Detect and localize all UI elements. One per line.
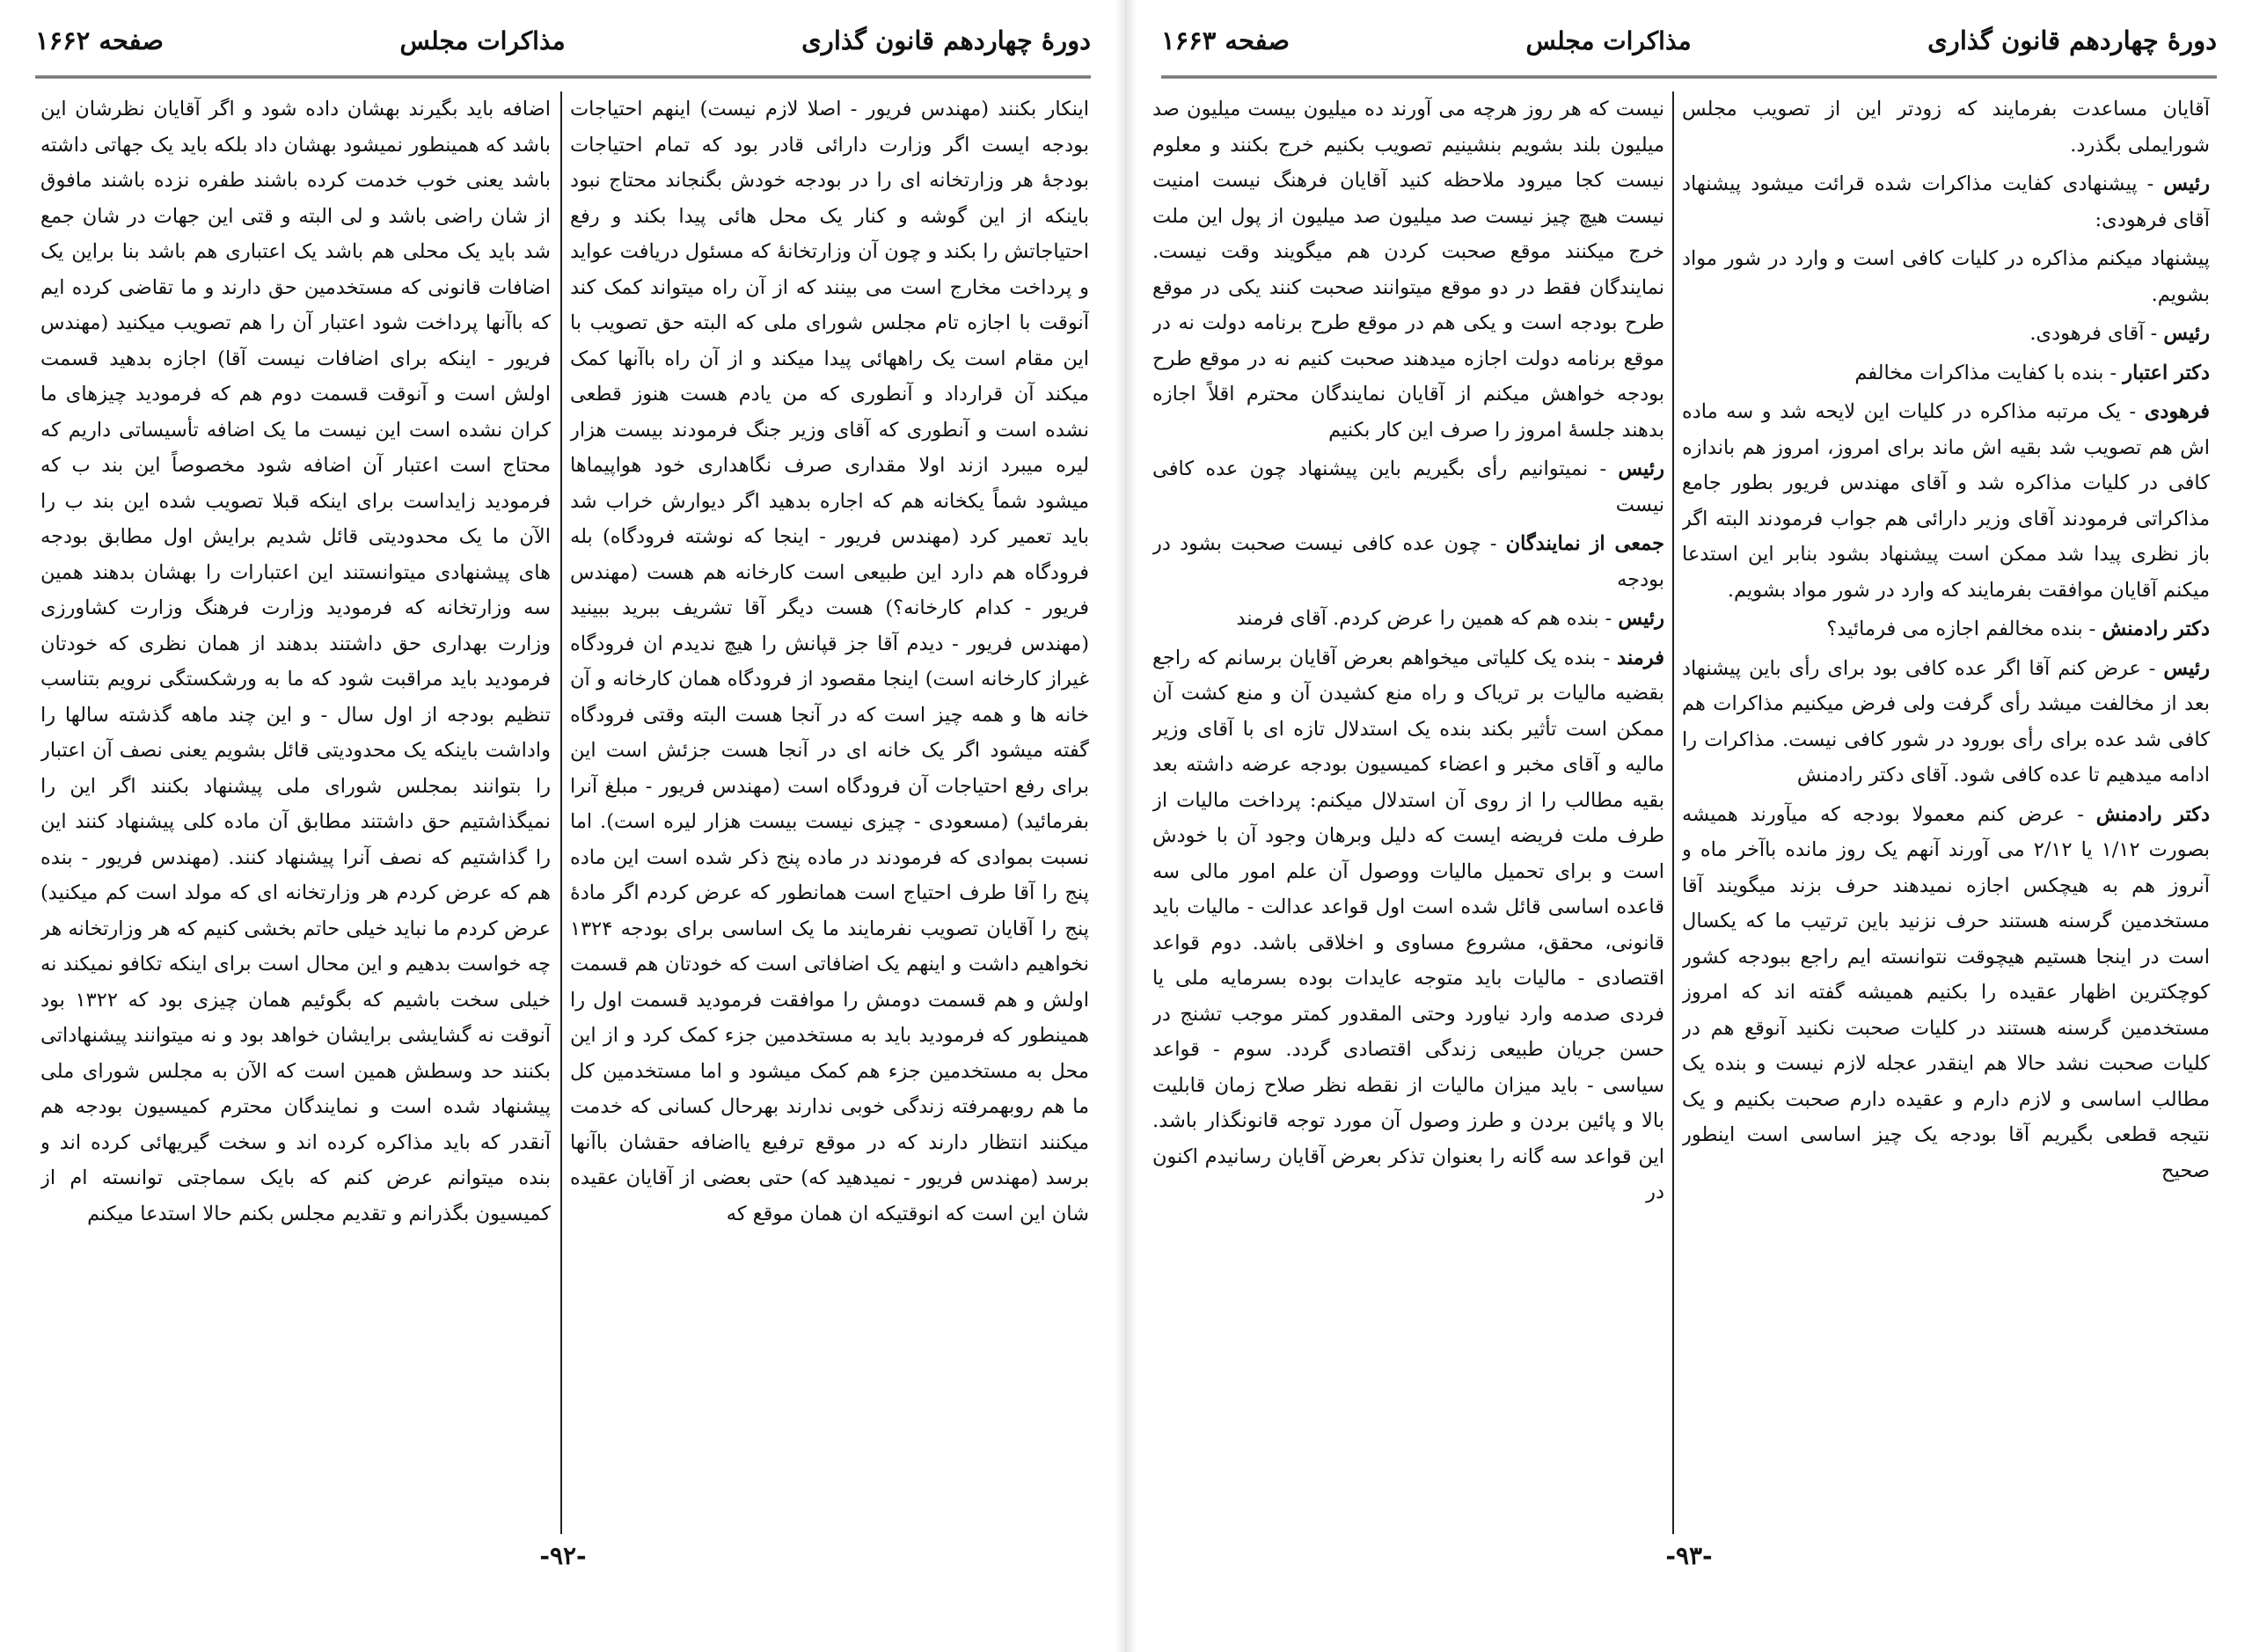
dash-separator: - [2120,400,2145,423]
speaker-name: فرمند [1617,646,1664,669]
speaker-name: جمعی از نمایندگان [1505,532,1664,555]
column-right [570,91,1089,1534]
dash-separator: - [1588,457,1619,480]
dash-separator: - [2082,618,2102,640]
dash-separator: - [2065,802,2096,826]
dash-separator: - [2103,361,2124,384]
page-folio: -۹۲- [539,1541,587,1570]
speaker-paragraph [1682,355,2210,391]
speech-text: نیست که هر روز هرچه می آورند ده میلیون بیست میلیون صد میلیون بلند بشویم بنشینیم تصویب بکنیم خرج بکنند و معلوم نیست کجا میرود ملاحظه کنید آقایان فرهنگ نیست امنیت نیست هیچ چیز نیست صد میلیون صد میلیون از پول این ملت خرج میکنند موقع صحبت کردن هم میگویند وقت نیست. نمایندگان فقط در دو موقع میتوانند صحبت کنند یکی در موقع طرح بودجه است و یکی هم در موقع طرح برنامه دولت نه در موقع برنامه دولت اجازه میدهند صحبت کنیم نه در موقع طرح بودجه خواهش میکنم از آقایان نمایندگان محترم اقلاً اجازه بدهند جلسهٔ امروز را صرف این کار بکنیم [1152,98,1664,442]
speech-text: نمیتوانیم رأی بگیریم باین پیشنهاد چون عده کافی نیست [1152,457,1664,516]
speaker-paragraph [1152,601,1664,637]
speaker-name: رئیس [2163,172,2210,195]
running-header [1161,12,2217,69]
speech-text: آقایان مساعدت بفرمایند که زودتر این از تصویب مجلس شورایملی بگذرد. [1682,98,2210,157]
speaker-name: رئیس [2163,656,2210,680]
speaker-paragraph [1682,611,2210,647]
page-number-header: صفحه ۱۶۶۲ [35,26,164,55]
dash-separator: - [1481,532,1506,555]
speaker-paragraph [1152,640,1664,1210]
paragraph [1682,91,2210,163]
speech-text: عرض کنم آقا اگر عده کافی بود برای رأی باین پیشنهاد بعد از مخالفت میشد رأی گرفت ولی فرض میکنیم مذاکرات هم کافی شد عده برای رأی بورود در شور کافی نیست. مذاکرات را ادامه میدهیم تا عده کافی شود. آقای دکتر رادمنش [1682,656,2210,786]
paragraph: اضافه باید بگیرند بهشان داده شود و اگر آقایان نظرشان این باشد که همینطور نمیشود بهشان داد بلکه باید یک جهاتی داشته باشد یعنی خوب خدمت کرده باشند طفره نزده باشند مافوق از شان راضی باشد و لی البته و قتی این جهات در شان جمع شد باید یک محلی هم باشد یک اعتباری هم باشد بنا براین یک اضافات قانونی که مستخدمین حق دارند و ما تقاضی کرده ایم که باآنها پرداخت شود اعتبار آن را هم تصویب میکنید (مهندس فریور - اینکه برای اضافات نیست آقا) اجازه بدهید قسمت اولش است و آنوقت قسمت دوم هم که فرمودید چیزهای ما کران نشده است این نیست ما یک اضافه تأسیساتی داریم که محتاج است اعتبار آن اضافه شود مخصوصاً این بند ب که فرمودید زایداست برای اینکه قبلا تصویب شده این بند ب را الآن ما یک محدودیتی قائل شدیم برایش اول مطابق بودجه های پیشنهادی میتوانستند این اعتبارات را بهشان بدهند همین سه وزارتخانه که فرمودید وزارت فرهنگ وزارت کشاورزی وزارت بهداری حق داشتند بدهند از همان نظری که خودتان فرمودید باید مراقبت شود که ما به ورشکستگی نرویم بتناسب تنظیم بودجه از اول سال - و این چند ماهه گذشته سالها را واداشت باینکه یک محدودیتی قائل بشویم یعنی نصف آن اعتبار را بتوانند بمجلس شورای ملی پیشنهاد بکنند اگر این را نمیگذاشتیم حق داشتند مطابق آن ماده کلی پیشنهاد کنند این را گذاشتیم که نصف آنرا پیشنهاد کنند. (مهندس فریور - بنده هم که عرض کردم هر وزارتخانه ای که مولد است کم میکنید) عرض کردم ما نباید خیلی حاتم بخشی کنیم که هر وزارتخانه هر چه خواست بدهیم و این محال است برای اینکه تکافو نمیکند نه خیلی سخت باشیم که بگوئیم همان چیزی بود که ۱۳۲۲ بود آنوقت نه گشایشی برایشان خواهد بود و نه میتوانند پیشنهاداتی بکنند حد وسطش همین است که الآن به مجلس شورای ملی پیشنهاد شده است و نمایندگان محترم کمیسیون بودجه هم آنقدر که باید مذاکره کرده اند و سخت گیریهائی کرده اند و بنده میتوانم عرض کنم که بایک سماجتی توانسته ام از کمیسیون بگذرانم و تقدیم مجلس بکنم حالا استدعا میکنم [40,98,551,1225]
speaker-paragraph [1682,797,2210,1189]
column-right [1682,91,2210,1534]
speaker-name: رئیس [1618,457,1664,480]
speech-text: بنده با کفایت مذاکرات مخالفم [1854,361,2104,384]
speaker-paragraph [1682,316,2210,352]
speaker-paragraph [1682,394,2210,608]
header-center: مذاکرات مجلس [399,26,566,55]
column-divider [1672,91,1674,1534]
speech-text: پیشنهاد میکنم مذاکره در کلیات کافی است و وارد در شور مواد بشویم. [1682,247,2210,306]
speech-text: یک مرتبه مذاکره در کلیات این لایحه شد و سه ماده اش هم تصویب شد بقیه اش ماند برای امروز، امروز هم باندازه کافی در کلیات مذاکره شد و آقای مهندس فریور بطور جامع مذاکراتی فرمودند آقای وزیر دارائی هم جواب فرمودند البته اگر باز نظری پیدا شد ممکن است پیشنهاد بشود بنابر این استدعا میکنم آقایان موافقت بفرمایند که وارد در شور مواد بشویم. [1682,400,2210,602]
page-number-header: صفحه ۱۶۶۳ [1161,26,1290,55]
column-divider [560,91,562,1534]
speech-text: چون عده کافی نیست صحبت بشود در بودجه [1152,532,1664,591]
paragraph [1682,241,2210,312]
page-1663 [1126,0,2252,1652]
dash-separator: - [2137,172,2164,195]
speech-text: بنده مخالفم اجازه می فرمائید؟ [1826,618,2083,640]
page-folio: -۹۳- [1665,1541,1713,1570]
speech-text: بنده هم که همین را عرض کردم. آقای فرمند [1236,607,1599,630]
speaker-paragraph [1682,651,2210,793]
dash-separator: - [2144,322,2164,345]
running-header [35,12,1091,69]
column-left [1152,91,1664,1534]
speech-text: عرض کنم معمولا بودجه که میآورند همیشه بصورت ۱/۱۲ یا ۲/۱۲ می آورند آنهم یک روز مانده باآخر ماه و آنروز هم به هیچکس اجازه نمیدهند حرف بزند میگویند آقا مستخدمین گرسنه هستند حرف نزنید باین ترتیب ما که یکسال است در اینجا هستیم هیچوقت نتوانسته ایم راجع ببودجه کشور کوچکترین اظهار عقیده را بکنیم همیشه گفته اند که امروز مستخدمین گرسنه هستند در کلیات صحبت نکنید آنوقع هم در کلیات صحبت نشد حالا هم اینقدر عجله لازم نیست و بنده یک مطالب اساسی و لازم دارم و عقیده دارم صحبت بکنیم و یک نتیجه قطعی بگیریم آقا بودجه یک چیز اساسی است اینطور صحیح [1682,802,2210,1182]
speaker-paragraph [1152,526,1664,597]
speaker-name: رئیس [1618,607,1664,630]
paragraph: اینکار بکنند (مهندس فریور - اصلا لازم نیست) اینهم احتیاجات بودجه ایست اگر وزارت دارائی قادر بود که تمام احتیاجات بودجهٔ هر وزارتخانه ای را در بودجه خودش بگنجاند محتاج نبود باینکه از این گوشه و کنار یک محل هائی پیدا بکند و رفع احتیاجاتش را بکند و چون آن وزارتخانهٔ که مسئول دریافت عواید و پرداخت مخارج است می بینند که از آن راه میتواند کمک کند آنوقت با اجازه تام مجلس شورای ملی که البته حق تصویب با این مقام است یک راههائی پیدا میکند و از آن راه باآنها کمک میکند آن قرارداد و آنطوری که من یادم هست هنوز قطعی نشده است و آنطوری که آقای وزیر جنگ فرمودند بیست هزار لیره میبرد ازند اولا مقداری صرف نگاهداری خود هواپیماها میشود شماً یکخانه هم که اجاره بدهید اگر دیوارش خراب شد باید تعمیر کرد (مهندس فریور - اینجا که نوشته فرودگاه) بله فرودگاه هم دارد این طبیعی است کارخانه هم هست (مهندس فریور - کدام کارخانه؟) هست دیگر آقا تشریف ببرید ببینید (مهندس فریور - دیدم آقا جز قپانش را هیچ ندیدم ان فرودگاه غیراز کارخانه است) اینجا مقصود از فرودگاه همان کارخانه و آن خانه ها و همه چیز است که در آنجا هست البته وقتی فرودگاه گفته میشود اگر یک خانه ای در آنجا هست جزئش است این برای رفع احتیاجات آن فرودگاه است (مهندس فریور - مبلغ آنرا بفرمائید) (مسعودی - چیزی نیست بیست هزار لیره است). اما نسبت بموادی که فرمودند در ماده پنج ذکر شده است این ماده پنج را آقا طرف احتیاج است همانطور که عرض کردم اگر مادهٔ پنج را آقایان تصویب نفرمایند ما یک اساسی برای بودجه ۱۳۲۴ نخواهیم داشت و اینهم یک اضافاتی است که خودتان هم قسمت اولش و هم قسمت دومش را موافقت فرمودید قسمت اول را همینطور که فرمودید باید به مستخدمین جزء کمک کرد و از این محل به مستخدمین جزء هم کمک میشود و اما مستخدمین کل ما هم روبهمرفته زندگی خوبی ندارند بهرحال کسانی که خدمت میکنند انتظار دارند که در موقع ترفیع یااضافه حقشان باآنها برسد (مهندس فریور - نمیدهید که) حتی بعضی از آقایان عقیده شان این است که انوقتیکه ان همان موقع که [570,98,1089,1225]
session-title: دورهٔ چهاردهم قانون گذاری [1927,26,2217,55]
speaker-paragraph [1682,166,2210,238]
paragraph [1152,91,1664,448]
speaker-name: دکتر رادمنش [2102,618,2210,640]
dash-separator: - [2140,656,2164,680]
column-left [40,91,551,1534]
speaker-name: دکتر اعتبار [2123,361,2210,384]
dash-separator: - [1596,646,1618,669]
speech-text: آقای فرهودی. [2029,322,2145,345]
speech-text: پیشنهادی کفایت مذاکرات شده قرائت میشود پیشنهاد آقای فرهودی: [1682,172,2210,231]
session-title: دورهٔ چهاردهم قانون گذاری [801,26,1091,55]
header-rule [1161,76,2217,78]
speaker-name: رئیس [2163,322,2210,345]
speaker-paragraph [1152,451,1664,523]
header-rule [35,76,1091,78]
speaker-name: فرهودی [2144,400,2210,423]
speech-text: بنده یک کلیاتی میخواهم بعرض آقایان برسانم که راجع بقضیه مالیات بر تریاک و راه منع کشیدن آن و منع کشت آن ممکن است تأثیر بکند بنده یک استدلال تازه ای با آقای وزیر مالیه و آقای مخبر و اعضاء کمیسیون بودجه عرضه داشته بعد بقیه مطالب را از روی آن استدلال میکنم: پرداخت مالیات از طرف ملت فریضه ایست که دلیل وبرهان وجود آن با خودش است و برای تحمیل مالیات ووصول آن علم امور مالی سه قاعده اساسی قائل شده است اول قواعد عدالت - مالیات باید قانونی، محقق، مشروع مساوی و اخلاقی باشد. دوم قواعد اقتصادی - مالیات باید متوجه عایدات بوده بسرمایه ملی یا فردی صدمه وارد نیاورد وحتی المقدور کمتر موجب تشنج در حسن جریان طبیعی زندگی اقتصادی گردد. سوم - قواعد سیاسی - باید میزان مالیات از نقطه نظر صلاح زمان قابلیت بالا و پائین بردن و طرز وصول آن مورد توجه قانونگذار باشد. این قواعد سه گانه را بعنوان تذکر بعرض آقایان رسانیدم اکنون در [1152,646,1664,1203]
dash-separator: - [1598,607,1619,630]
speaker-name: دکتر رادمنش [2095,802,2210,826]
header-center: مذاکرات مجلس [1525,26,1692,55]
